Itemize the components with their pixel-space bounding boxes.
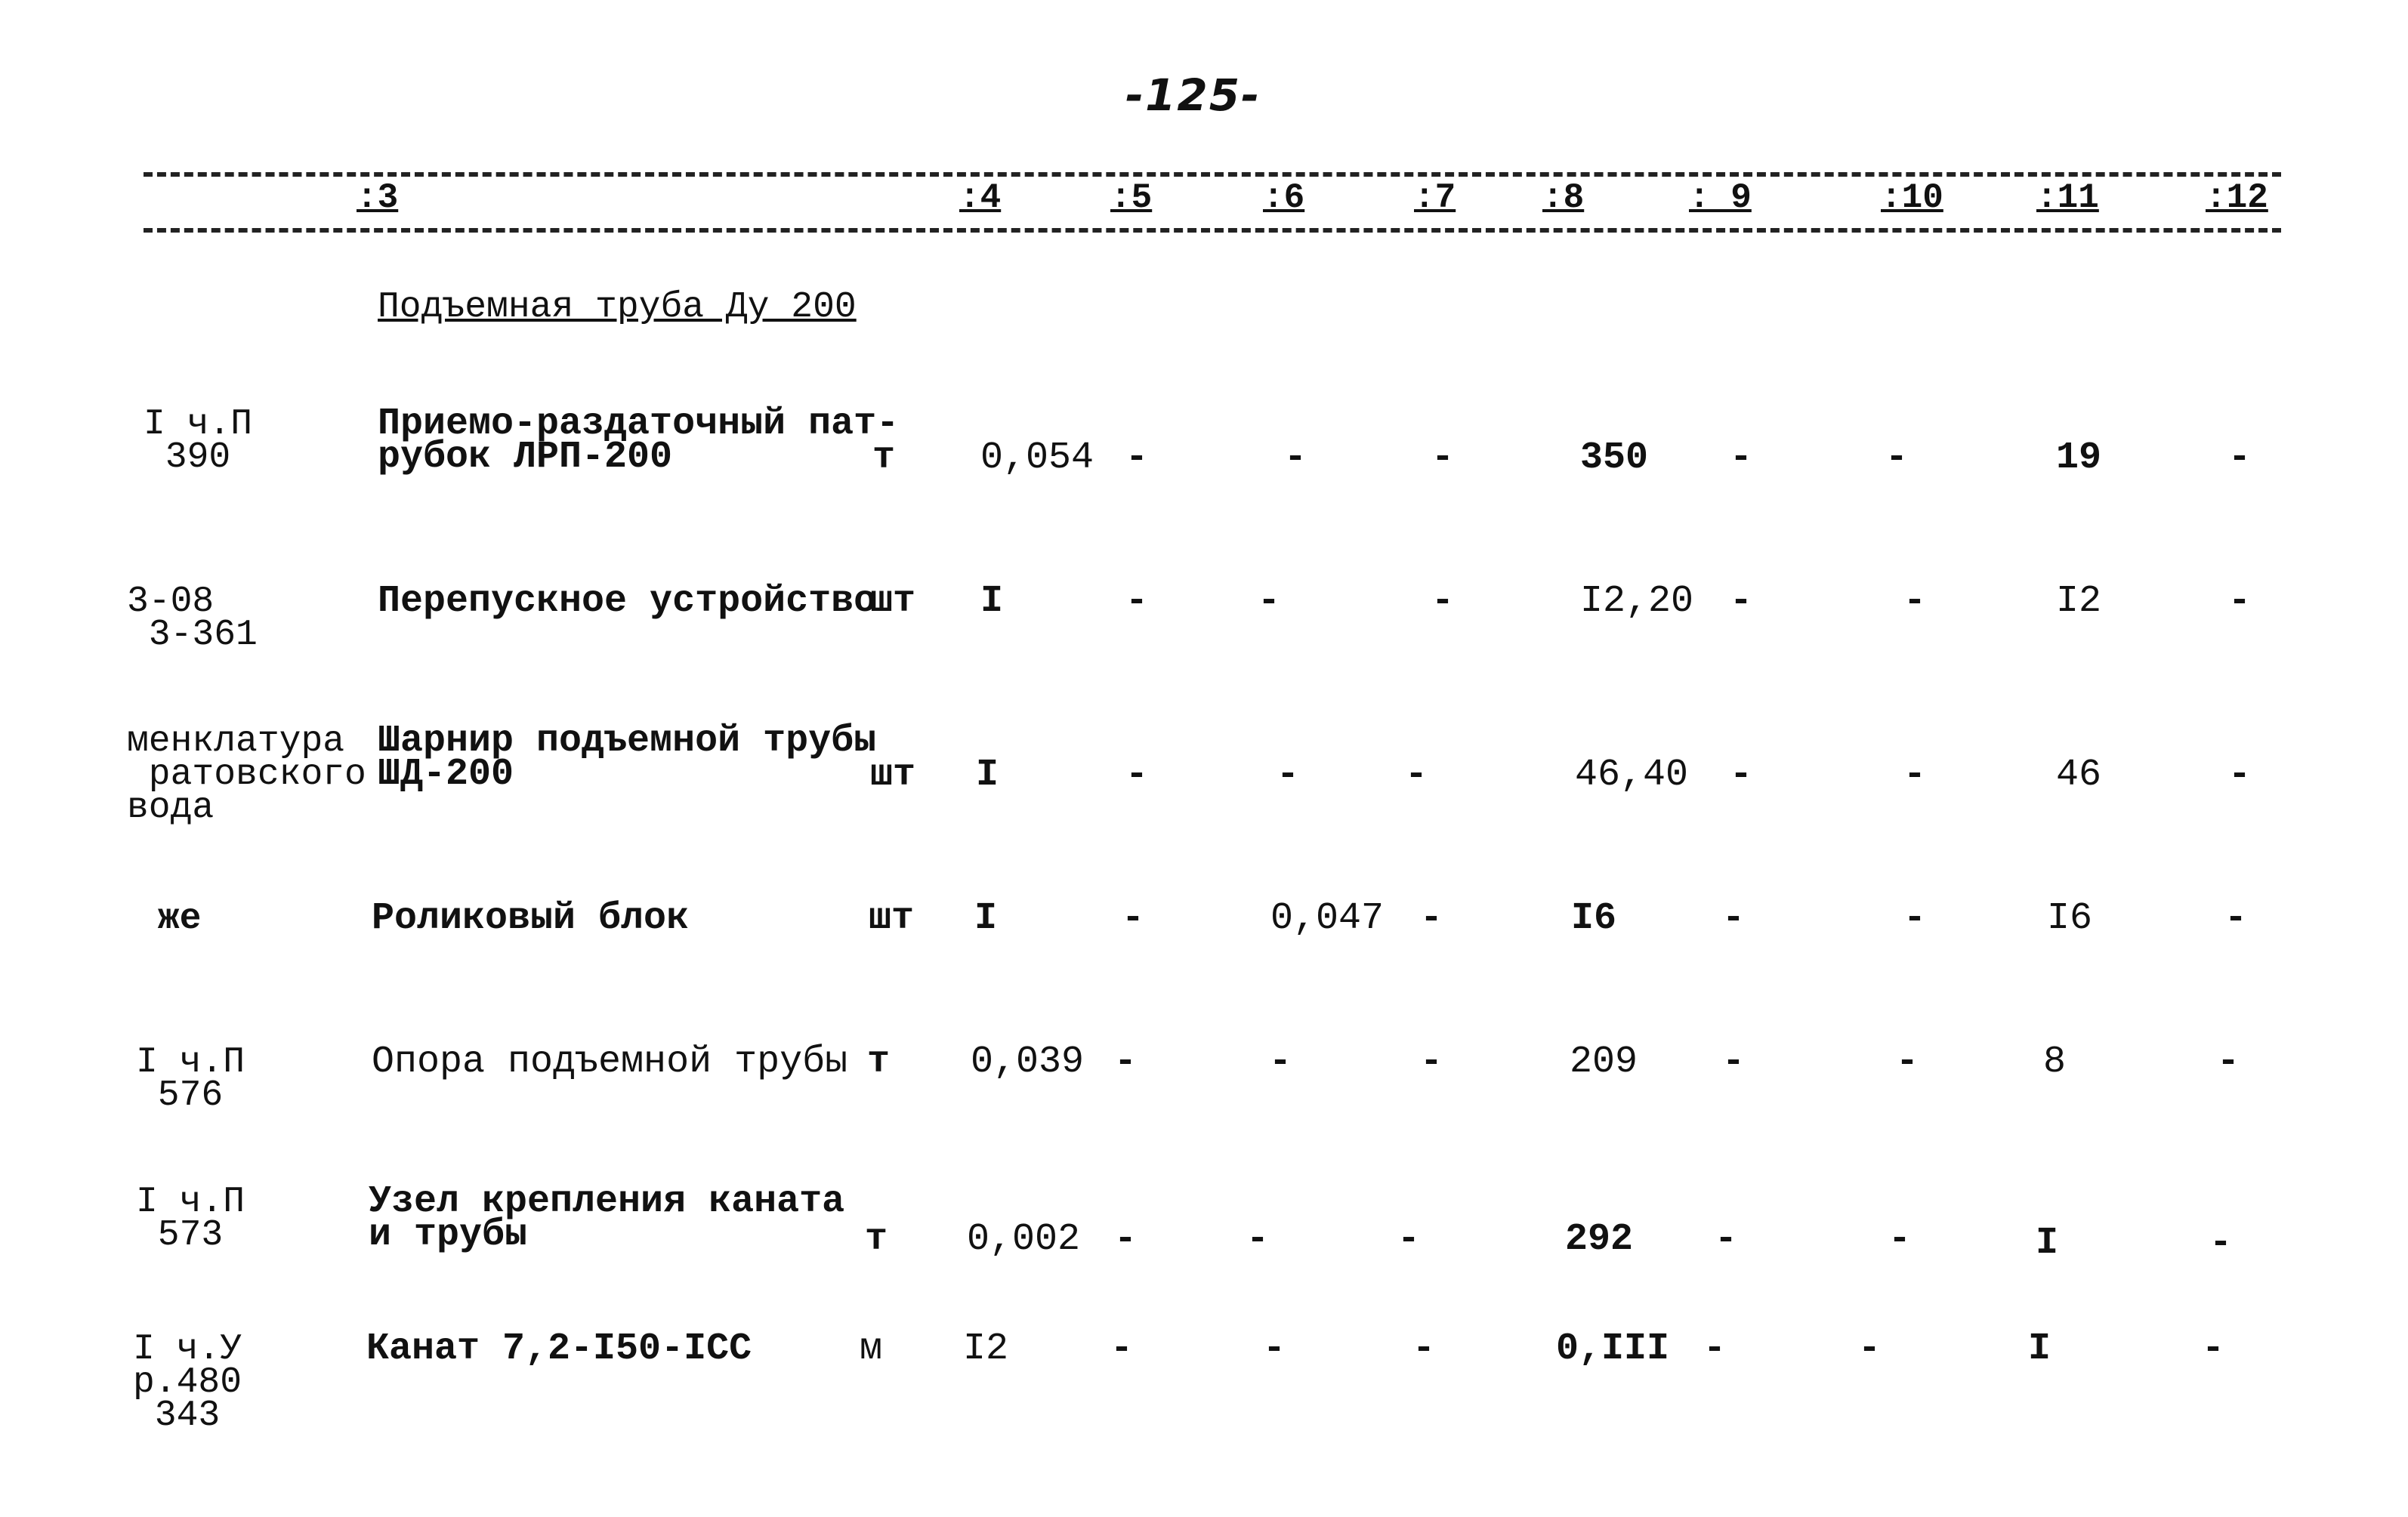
cell-col4: 0,054 (980, 436, 1094, 479)
cell-col6: - (1284, 436, 1307, 479)
row-ref: I ч.П 573 (136, 1182, 245, 1256)
cell-col12: - (2224, 897, 2248, 940)
cell-col4: I (980, 580, 1004, 623)
cell-col9: - (1722, 1041, 1746, 1084)
row-name: Приемо-раздаточный пат- рубок ЛРП-200 (378, 402, 900, 479)
cell-col5: - (1125, 580, 1149, 623)
cell-col8: 292 (1565, 1218, 1634, 1261)
cell-col12: - (2228, 754, 2252, 797)
row-unit: м (860, 1327, 883, 1371)
cell-col6: - (1263, 1327, 1286, 1371)
cell-col11: I2 (2056, 580, 2102, 623)
cell-col6: - (1258, 580, 1281, 623)
row-unit: шт (870, 580, 916, 623)
column-header-6: :6 (1263, 178, 1305, 217)
cell-col8: 0,III (1556, 1327, 1670, 1371)
row-unit: шт (870, 754, 916, 797)
cell-col10: - (1903, 754, 1927, 797)
cell-col11: 46 (2056, 754, 2102, 797)
row-ref: I ч.П 576 (136, 1042, 245, 1116)
cell-col5: - (1125, 436, 1149, 479)
cell-col8: I6 (1571, 897, 1617, 940)
cell-col8: I2,20 (1580, 580, 1694, 623)
cell-col6: 0,047 (1270, 897, 1385, 940)
row-ref: менклатура ратовского вода (127, 721, 366, 828)
cell-col9: - (1703, 1327, 1727, 1371)
column-header-4: :4 (959, 178, 1002, 217)
cell-col8: 46,40 (1575, 754, 1689, 797)
column-header-3: :3 (357, 178, 399, 217)
row-name: Перепускное устройство (378, 580, 877, 623)
cell-col4: 0,002 (967, 1218, 1081, 1261)
cell-col11: 19 (2056, 436, 2102, 479)
cell-col12: - (2217, 1041, 2240, 1084)
cell-col7: - (1431, 436, 1455, 479)
cell-col12: - (2228, 436, 2252, 479)
cell-col11: I (2028, 1327, 2051, 1371)
cell-col8: 350 (1580, 436, 1649, 479)
row-unit: шт (869, 897, 915, 940)
cell-col9: - (1730, 580, 1753, 623)
cell-col4: I (976, 754, 999, 797)
row-name: Шарнир подъемной трубы ШД-200 (378, 720, 877, 796)
column-header-5: :5 (1110, 178, 1153, 217)
cell-col10: - (1903, 580, 1927, 623)
cell-col11: I6 (2047, 897, 2093, 940)
cell-col11: I (2036, 1222, 2059, 1265)
cell-col11: 8 (2043, 1041, 2067, 1084)
cell-col5: - (1114, 1041, 1138, 1084)
row-ref: же (136, 899, 202, 939)
cell-col7: - (1405, 754, 1428, 797)
cell-col10: - (1885, 436, 1909, 479)
cell-col10: - (1888, 1218, 1912, 1261)
column-header-9: : 9 (1689, 178, 1752, 217)
cell-col4: 0,039 (971, 1041, 1085, 1084)
cell-col5: - (1114, 1218, 1138, 1261)
row-ref: I ч.П 390 (144, 404, 253, 478)
cell-col5: - (1125, 754, 1149, 797)
header-rule-top (144, 172, 2281, 177)
page-number: -125- (1125, 69, 1261, 121)
column-header-7: :7 (1414, 178, 1456, 217)
row-unit: т (865, 1218, 888, 1261)
cell-col5: - (1122, 897, 1145, 940)
row-ref: I ч.У р.480 343 (133, 1329, 242, 1436)
cell-col9: - (1722, 897, 1746, 940)
cell-col6: - (1246, 1218, 1270, 1261)
row-name: Опора подъемной трубы (372, 1041, 848, 1084)
cell-col7: - (1431, 580, 1455, 623)
cell-col8: 209 (1570, 1041, 1638, 1084)
cell-col7: - (1420, 897, 1443, 940)
cell-col6: - (1277, 754, 1300, 797)
cell-col7: - (1412, 1327, 1436, 1371)
cell-col7: - (1397, 1218, 1421, 1261)
cell-col4: I2 (963, 1327, 1009, 1371)
cell-col6: - (1269, 1041, 1292, 1084)
cell-col12: - (2209, 1222, 2233, 1265)
cell-col9: - (1715, 1218, 1738, 1261)
column-header-8: :8 (1542, 178, 1585, 217)
cell-col4: I (974, 897, 998, 940)
section-title: Подъемная труба Ду 200 (378, 287, 857, 328)
cell-col10: - (1896, 1041, 1919, 1084)
row-unit: т (867, 1041, 891, 1084)
cell-col7: - (1420, 1041, 1443, 1084)
cell-col10: - (1903, 897, 1927, 940)
cell-col12: - (2202, 1327, 2225, 1371)
row-name: Канат 7,2-I50-IСС (366, 1327, 752, 1371)
cell-col9: - (1730, 436, 1753, 479)
cell-col5: - (1110, 1327, 1134, 1371)
cell-col12: - (2228, 580, 2252, 623)
column-header-11: :11 (2036, 178, 2099, 217)
row-name: Роликовый блок (372, 897, 690, 940)
header-rule-bottom (144, 228, 2281, 233)
cell-col10: - (1858, 1327, 1882, 1371)
row-name: Узел крепления каната и трубы (369, 1180, 845, 1256)
row-unit: т (872, 436, 896, 479)
row-ref: 3-08 3-361 (127, 581, 258, 655)
column-header-10: :10 (1881, 178, 1943, 217)
cell-col9: - (1730, 754, 1753, 797)
column-header-12: :12 (2206, 178, 2268, 217)
